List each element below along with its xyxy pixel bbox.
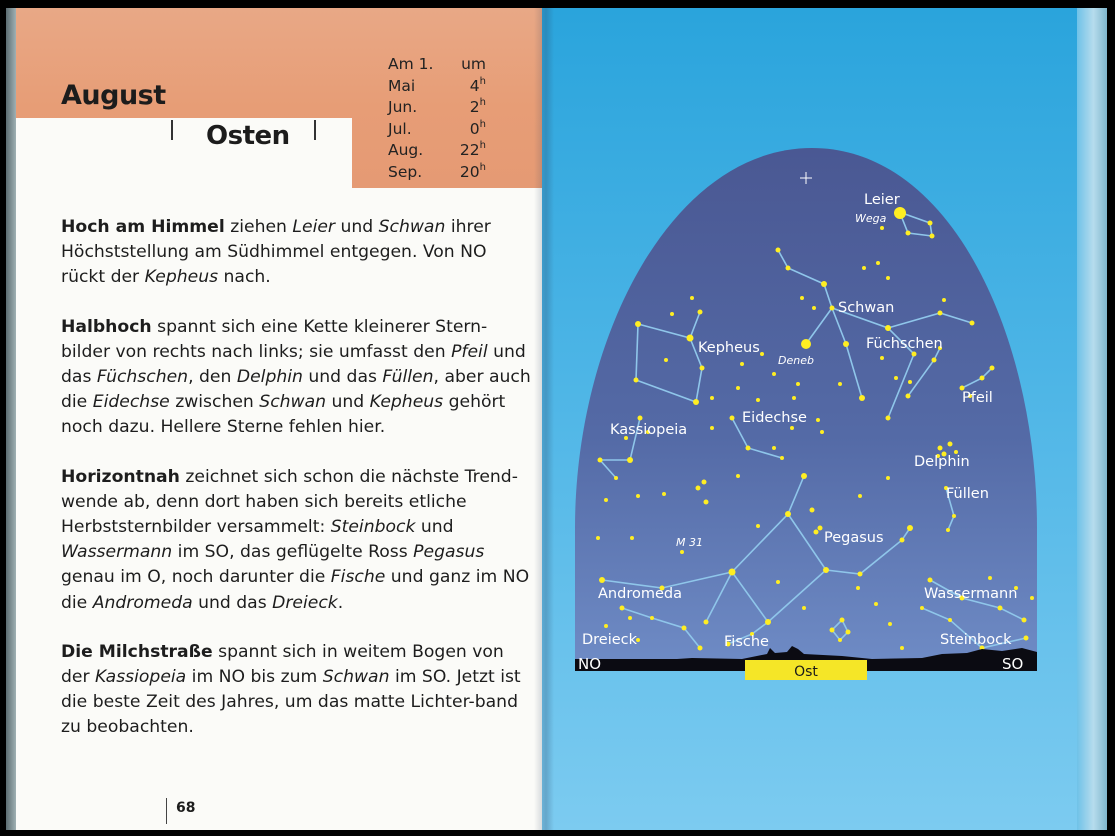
star [1022, 618, 1027, 623]
star [635, 321, 641, 327]
star [830, 306, 835, 311]
body-paragraph: Horizontnah zeichnet sich schon die nächste Trend-wende ab, denn dort haben sich bereits etliche Herbststernbilder versammelt: Steinbock und Wassermann im SO, das geflügelte Ross Pegasus genau im O, noch darunter die Fische und ganz im NO die Andromeda und das Dreieck. [61, 466, 530, 613]
star [796, 382, 800, 386]
time-hour: 4$^h$ [469, 75, 486, 95]
star [862, 266, 866, 270]
star [614, 476, 618, 480]
constellation-label: Dreieck [582, 632, 638, 648]
star [664, 358, 668, 362]
star [704, 500, 709, 505]
constellation-label: Leier [864, 192, 900, 208]
star [702, 480, 707, 485]
star [894, 376, 898, 380]
star [790, 426, 794, 430]
constellation-label: Andromeda [598, 586, 682, 602]
constellation-label: Füllen [946, 486, 989, 502]
star [760, 352, 764, 356]
star [812, 306, 816, 310]
horizon-label-so: SO [1002, 655, 1024, 673]
star [638, 416, 643, 421]
constellation-label: Kepheus [698, 340, 760, 356]
star [604, 498, 608, 502]
star [952, 514, 956, 518]
star [780, 456, 784, 460]
star [1024, 636, 1029, 641]
constellation-label: Kassiopeia [610, 422, 688, 438]
star [930, 234, 935, 239]
star [858, 572, 863, 577]
star [906, 394, 911, 399]
star [736, 386, 740, 390]
star [756, 398, 760, 402]
time-hour: 2$^h$ [469, 97, 486, 116]
star [928, 578, 933, 583]
right-page [542, 8, 1107, 830]
time-month: Jun. [388, 98, 418, 116]
body-paragraph: Halbhoch spannt sich eine Kette kleinerer Stern-bilder von rechts nach links; sie umfasst den Pfeil und das Füchschen, den Delphin und das Füllen, aber auch die Eidechse zwischen Schwan und Kepheus gehört noch dazu. Hellere Sterne fehlen hier. [61, 316, 531, 438]
title-tick [171, 120, 173, 140]
star [746, 446, 751, 451]
horizon-label-ost: Ost [794, 664, 818, 680]
constellation-label: Eidechse [742, 410, 807, 426]
horizon-label-no: NO [578, 655, 602, 673]
star [1030, 596, 1034, 600]
body-paragraph: Hoch am Himmel ziehen Leier und Schwan ihrer Höchststellung am Südhimmel entgegen. Von NO rückt der Kepheus nach. [61, 217, 491, 288]
time-month: Aug. [388, 141, 424, 159]
star-label: Deneb [778, 354, 814, 367]
constellation-label: Steinbock [940, 632, 1012, 648]
star [620, 606, 625, 611]
star [634, 378, 639, 383]
star [818, 526, 823, 531]
star [900, 646, 904, 650]
star [710, 396, 714, 400]
star [740, 362, 744, 366]
time-hour: 22$^h$ [459, 140, 486, 159]
star [682, 626, 687, 631]
star [920, 606, 924, 610]
time-table-row [388, 119, 486, 141]
star [820, 430, 824, 434]
star [730, 416, 735, 421]
star [998, 606, 1003, 611]
star [810, 508, 815, 513]
body-text [61, 215, 531, 765]
star [942, 298, 946, 302]
star [698, 310, 703, 315]
constellation-label: Pfeil [962, 390, 993, 406]
star [907, 525, 913, 531]
star-label: Wega [855, 212, 887, 225]
left-page [6, 8, 542, 830]
star [880, 226, 884, 230]
star [786, 266, 791, 271]
star [874, 602, 878, 606]
star [680, 550, 684, 554]
star [636, 494, 640, 498]
star [800, 296, 804, 300]
time-month: Sep. [388, 162, 423, 181]
star [736, 474, 740, 478]
star [886, 416, 891, 421]
star [690, 296, 694, 300]
star [670, 312, 674, 316]
sky-map [542, 8, 1107, 830]
time-table-heading: um [461, 55, 486, 73]
star [932, 358, 937, 363]
constellation-label: Delphin [914, 454, 970, 470]
header-tab [16, 118, 352, 198]
book-spread [6, 8, 1107, 830]
star [843, 341, 849, 347]
star [821, 281, 827, 287]
star [938, 311, 943, 316]
star [948, 442, 953, 447]
time-table-row [388, 76, 486, 98]
star [792, 396, 796, 400]
star [830, 628, 835, 633]
star [756, 524, 760, 528]
constellation-label: Fische [724, 634, 769, 650]
star [838, 638, 842, 642]
title-tick [314, 120, 316, 140]
star [772, 372, 776, 376]
star [729, 569, 736, 576]
star [906, 231, 911, 236]
time-table-row [388, 140, 486, 162]
constellation-label: Schwan [838, 300, 895, 316]
star [598, 458, 603, 463]
time-table-heading: Am 1. [388, 55, 434, 73]
star [859, 395, 865, 401]
star [885, 325, 891, 331]
star [696, 486, 701, 491]
star [988, 576, 992, 580]
star [776, 580, 780, 584]
star [710, 426, 714, 430]
star [858, 494, 862, 498]
constellation-label: Füchschen [866, 336, 943, 352]
star [928, 221, 933, 226]
star [886, 476, 890, 480]
star [776, 248, 781, 253]
star [948, 618, 952, 622]
month-title: August [61, 80, 166, 111]
direction-title: Osten [206, 121, 290, 151]
time-table-row [388, 162, 486, 184]
star [814, 530, 819, 535]
time-hour: 0$^h$ [469, 118, 486, 138]
star [838, 382, 842, 386]
deep-sky-label: M 31 [676, 536, 703, 549]
star [650, 616, 654, 620]
star [801, 339, 811, 349]
star [662, 492, 666, 496]
star [801, 473, 807, 479]
star [856, 586, 860, 590]
body-paragraph: Die Milchstraße spannt sich in weitem Bogen von der Kassiopeia im NO bis zum Schwan im SO. Jetzt ist die beste Zeit des Jahres, um das matte Lichter-band zu beobachten. [61, 641, 521, 738]
star [912, 352, 917, 357]
star [946, 528, 950, 532]
star [596, 536, 600, 540]
star [604, 624, 608, 628]
star [816, 418, 820, 422]
star [908, 380, 912, 384]
book-gutter [534, 8, 554, 830]
time-table-header [388, 54, 486, 76]
star [900, 538, 905, 543]
star [785, 511, 791, 517]
page-number-rule [166, 798, 167, 824]
star [772, 446, 776, 450]
star [886, 276, 890, 280]
star [894, 207, 906, 219]
page-number: 68 [176, 800, 196, 816]
star [990, 366, 995, 371]
star [846, 630, 851, 635]
star [628, 616, 632, 620]
star [687, 335, 694, 342]
star [938, 446, 943, 451]
star [802, 606, 806, 610]
star [980, 376, 985, 381]
star [970, 321, 975, 326]
star [880, 356, 884, 360]
star [704, 620, 709, 625]
star [823, 567, 829, 573]
time-hour: 20$^h$ [459, 161, 486, 181]
star [700, 366, 705, 371]
time-month: Mai [388, 76, 416, 95]
constellation-label: Pegasus [824, 530, 884, 546]
page-edge [6, 8, 16, 830]
star [627, 457, 633, 463]
star [599, 577, 605, 583]
star [888, 622, 892, 626]
star [765, 619, 771, 625]
time-table-row [388, 97, 486, 119]
star [630, 536, 634, 540]
time-month: Jul. [388, 119, 412, 138]
star [840, 618, 845, 623]
star [693, 399, 699, 405]
star [698, 646, 703, 651]
constellation-label: Wassermann [924, 586, 1018, 602]
time-table [388, 54, 486, 183]
star [876, 261, 880, 265]
